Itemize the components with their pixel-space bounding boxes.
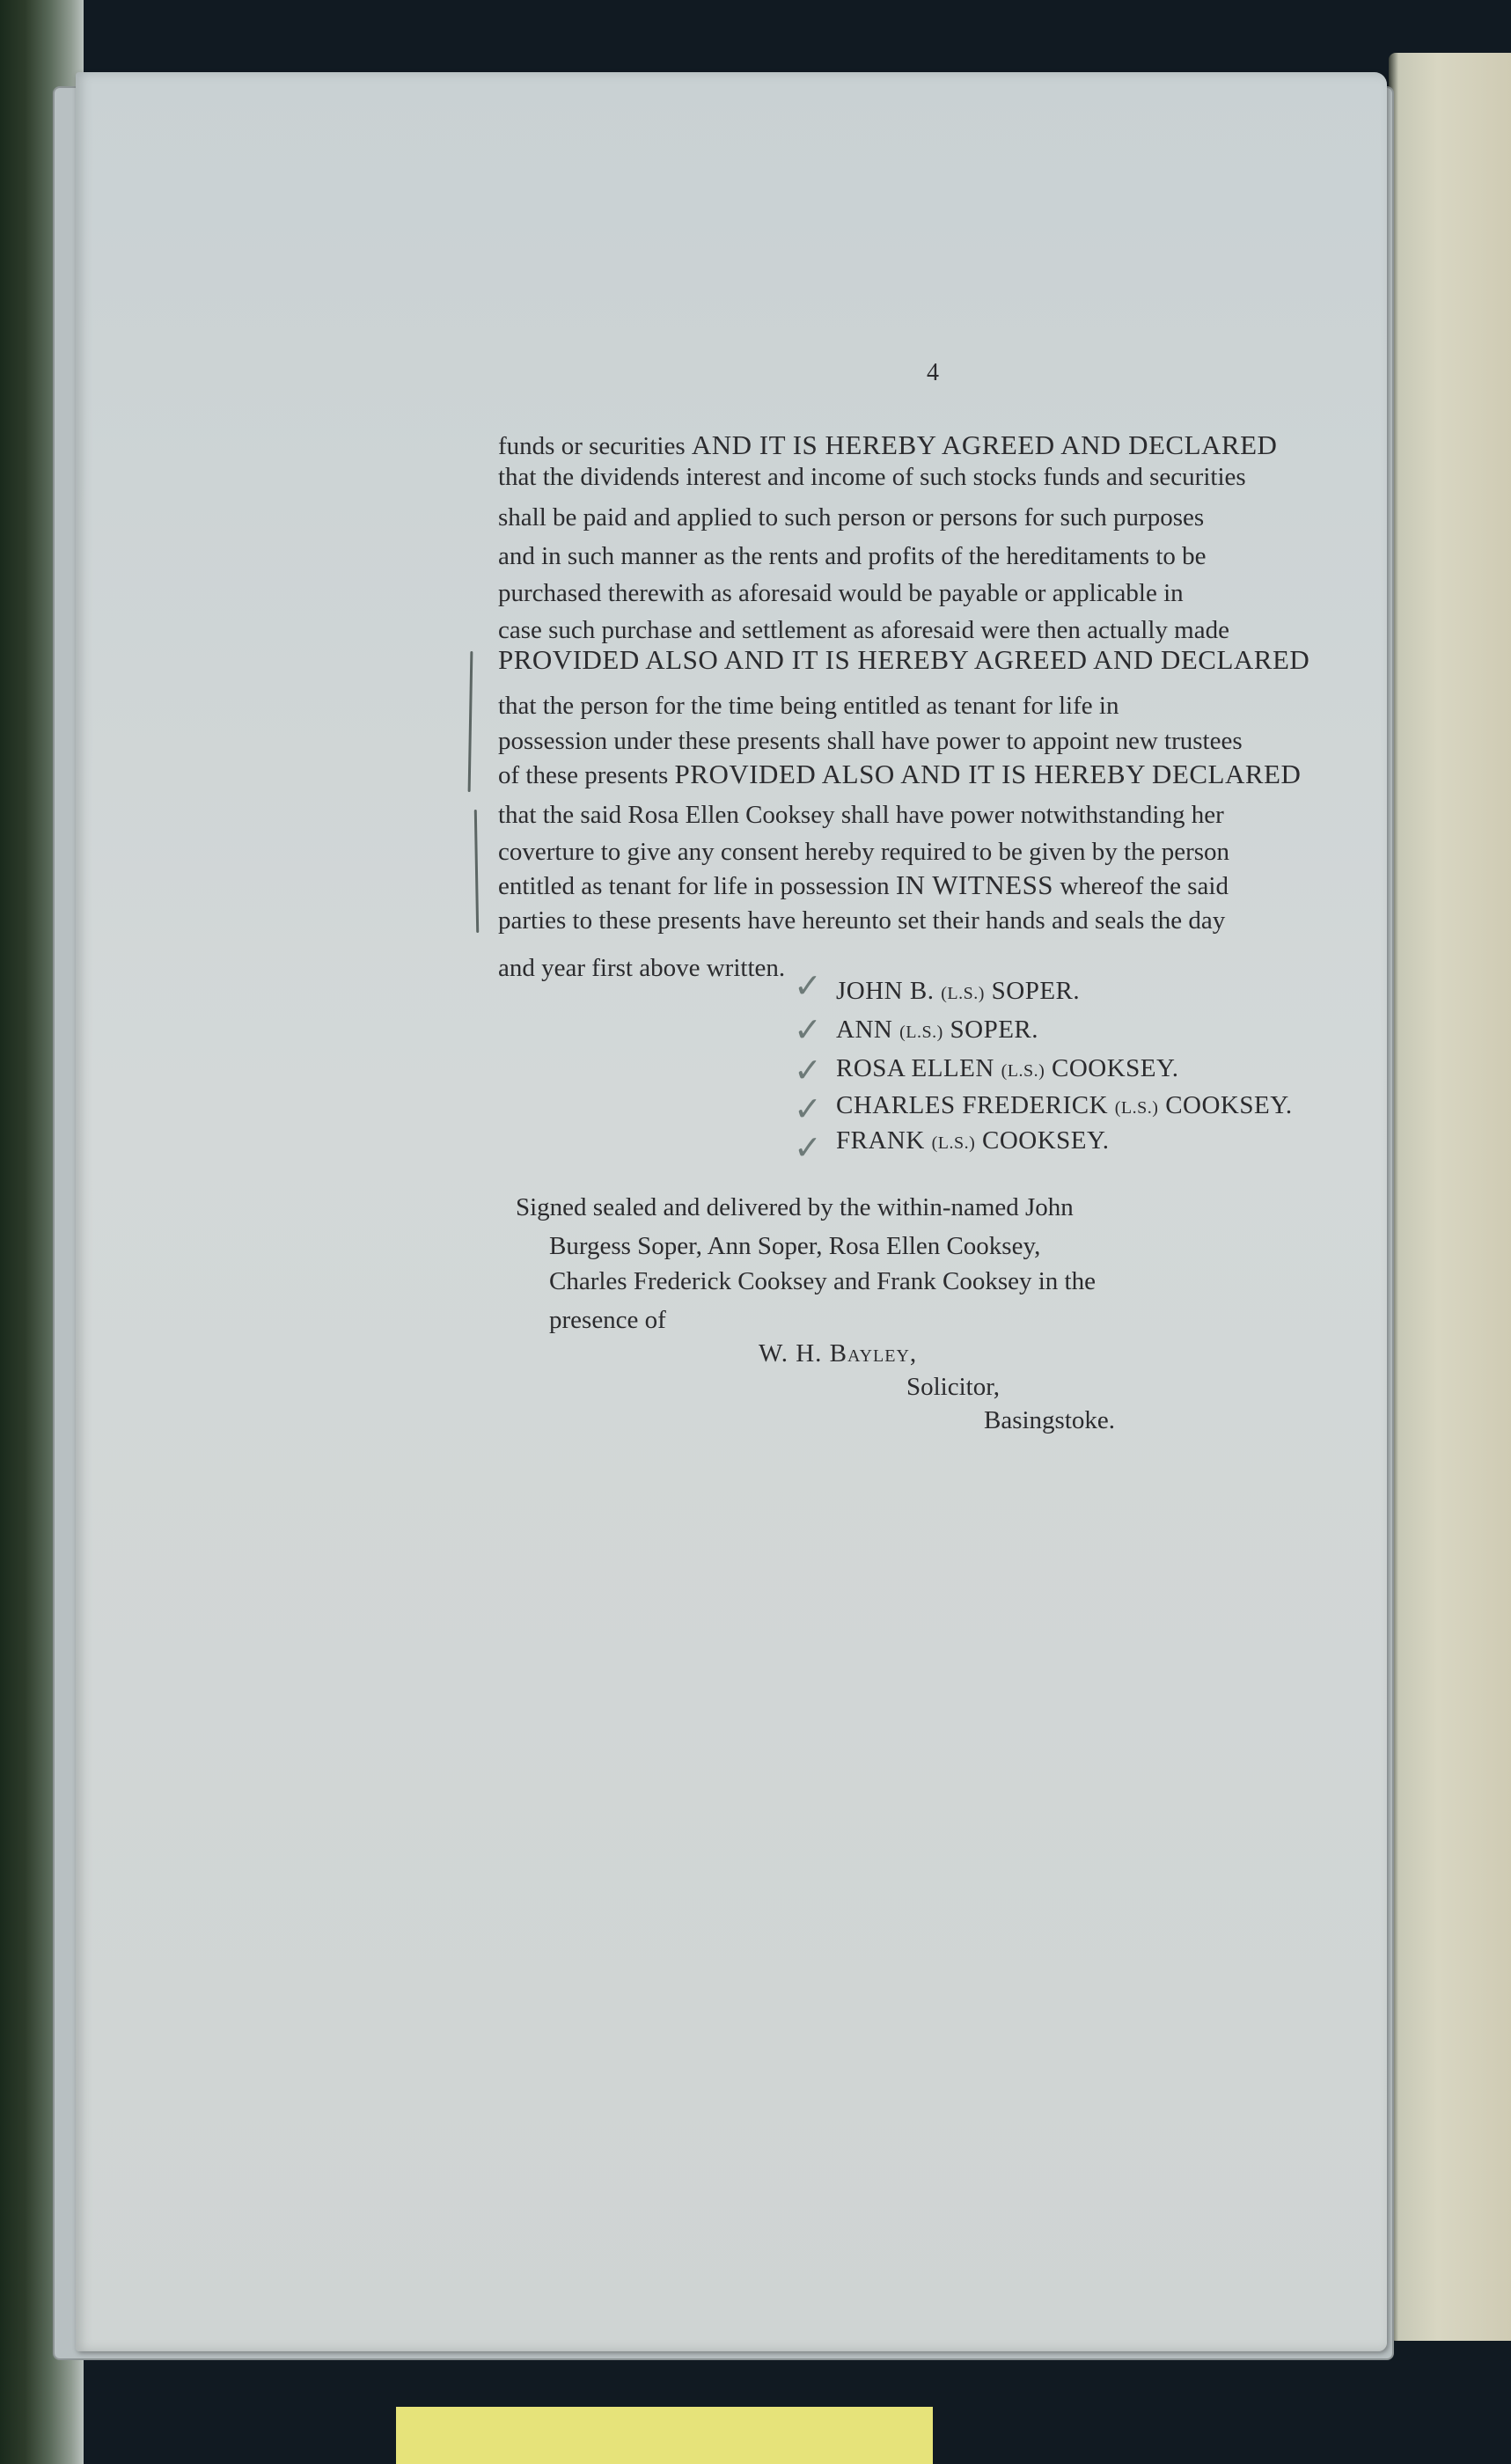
signature-line: CHARLES FREDERICK (L.S.) COOKSEY. [836, 1091, 1293, 1119]
body-line: of these presents PROVIDED ALSO AND IT IS HEREBY DECLARED [498, 759, 1302, 789]
body-line: entitled as tenant for life in possession IN WITNESS whereof the said [498, 869, 1229, 900]
pencil-tick-icon: ✓ [794, 1128, 822, 1167]
body-line: PROVIDED ALSO AND IT IS HEREBY AGREED AND DECLARED [498, 644, 1310, 675]
pencil-tick-icon: ✓ [794, 966, 822, 1005]
witness-place: Basingstoke. [984, 1406, 1116, 1434]
pencil-margin-mark [468, 651, 473, 792]
body-line: that the said Rosa Ellen Cooksey shall have power notwithstanding her [498, 801, 1224, 829]
witness-name: W. H. Bayley, [759, 1339, 918, 1368]
signature-line: ROSA ELLEN (L.S.) COOKSEY. [836, 1054, 1179, 1082]
body-line: that the dividends interest and income of such stocks funds and securities [498, 463, 1246, 491]
pencil-tick-icon: ✓ [794, 1089, 822, 1128]
witness-title: Solicitor, [906, 1373, 1000, 1401]
body-line: possession under these presents shall have power to appoint new trustees [498, 727, 1243, 755]
body-line: purchased therewith as aforesaid would be payable or applicable in [498, 579, 1184, 607]
witness-clause-line: Burgess Soper, Ann Soper, Rosa Ellen Cooksey, [549, 1232, 1041, 1260]
body-line: and year first above written. [498, 954, 786, 982]
body-line: that the person for the time being entitled as tenant for life in [498, 692, 1119, 720]
page-number: 4 [927, 359, 939, 386]
witness-clause-line: presence of [549, 1306, 666, 1334]
witness-clause-line: Charles Frederick Cooksey and Frank Cooksey in the [549, 1267, 1096, 1295]
body-line: coverture to give any consent hereby required to be given by the person [498, 838, 1230, 866]
signature-line: JOHN B. (L.S.) SOPER. [836, 977, 1081, 1005]
body-line: funds or securities AND IT IS HEREBY AGREED AND DECLARED [498, 429, 1278, 460]
signature-line: ANN (L.S.) SOPER. [836, 1016, 1039, 1044]
body-line: shall be paid and applied to such person or persons for such purposes [498, 503, 1205, 532]
body-line: case such purchase and settlement as aforesaid were then actually made [498, 616, 1229, 644]
body-line: and in such manner as the rents and profits of the hereditaments to be [498, 542, 1207, 570]
pencil-tick-icon: ✓ [794, 1051, 822, 1089]
witness-clause-line: Signed sealed and delivered by the within-named John [516, 1193, 1074, 1221]
pencil-tick-icon: ✓ [794, 1010, 822, 1049]
pencil-margin-mark [474, 810, 479, 933]
body-line: parties to these presents have hereunto set their hands and seals the day [498, 906, 1226, 935]
signature-line: FRANK (L.S.) COOKSEY. [836, 1126, 1110, 1155]
